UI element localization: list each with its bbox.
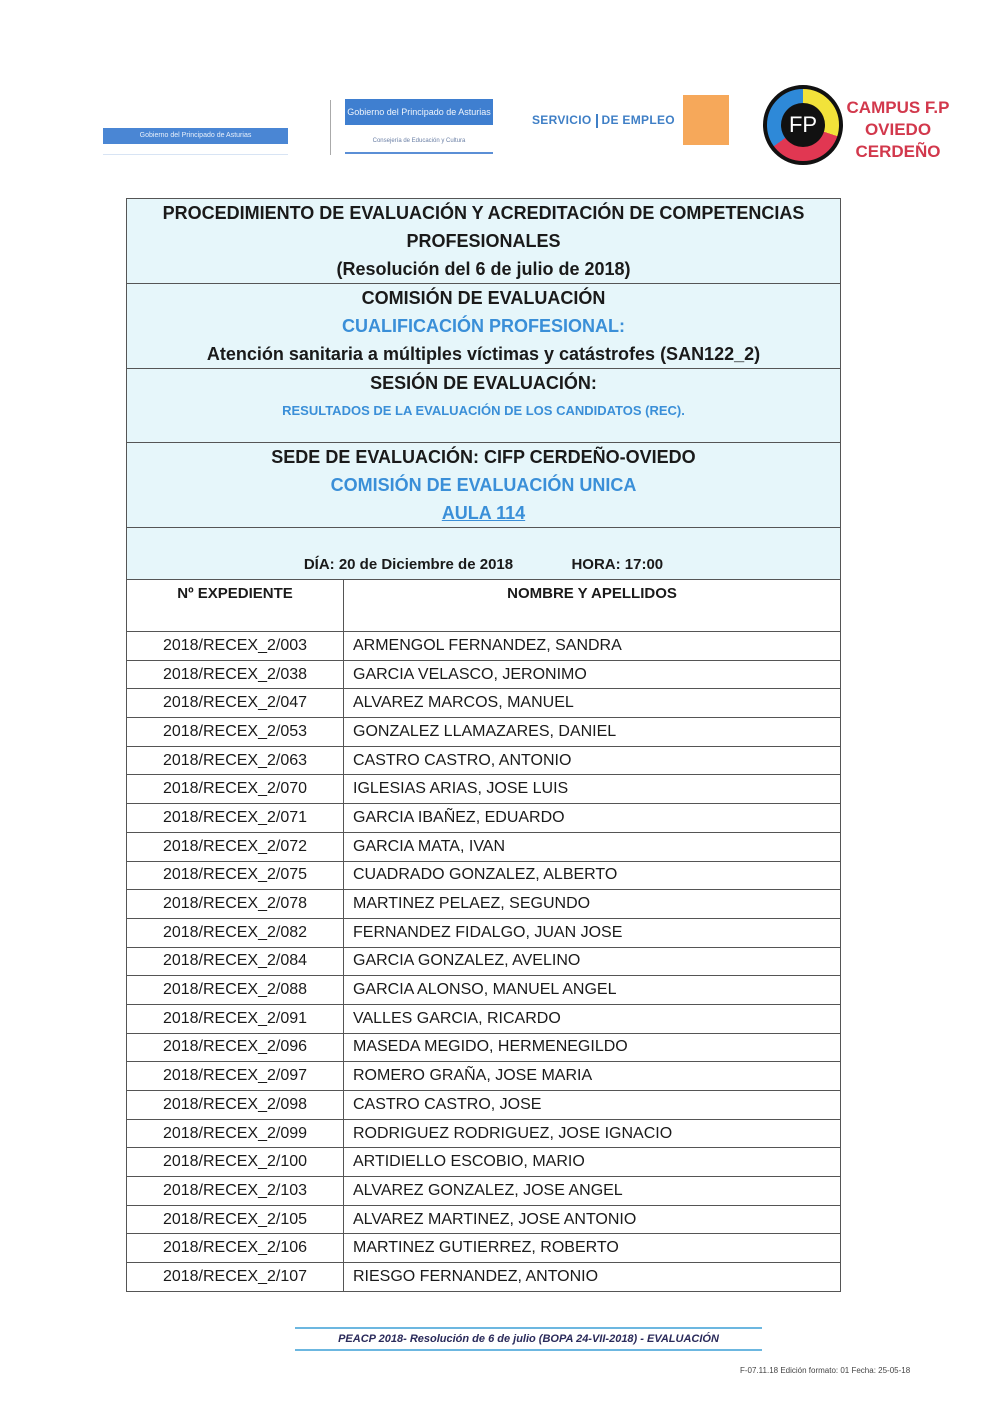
logo-underline [103,146,288,155]
table-row [127,861,841,890]
name-cell: ALVAREZ MARCOS, MANUEL [344,689,841,718]
fp-text: FP [781,103,825,147]
expediente-cell: 2018/RECEX_2/071 [127,804,344,833]
title-line-2: PROFESIONALES [406,231,561,251]
expediente-cell: 2018/RECEX_2/088 [127,976,344,1005]
table-row [127,918,841,947]
name-cell: CASTRO CASTRO, ANTONIO [344,746,841,775]
table-row [127,1205,841,1234]
qualification-label: CUALIFICACIÓN PROFESIONAL: [342,316,625,336]
campus-name [843,97,953,163]
crest-icon [330,100,341,155]
name-cell: IGLESIAS ARIAS, JOSE LUIS [344,775,841,804]
name-cell: ROMERO GRAÑA, JOSE MARIA [344,1062,841,1091]
table-row [127,746,841,775]
name-cell: GARCIA MATA, IVAN [344,832,841,861]
session-label: SESIÓN DE EVALUACIÓN: [370,373,597,393]
expediente-cell: 2018/RECEX_2/038 [127,660,344,689]
expediente-cell: 2018/RECEX_2/098 [127,1091,344,1120]
expediente-cell: 2018/RECEX_2/078 [127,890,344,919]
expediente-cell: 2018/RECEX_2/063 [127,746,344,775]
name-cell: VALLES GARCIA, RICARDO [344,1004,841,1033]
time: 17:00 [624,556,664,573]
table-row [127,1263,841,1292]
servicio-empleo-logo [532,113,675,128]
gobierno-asturias-logo: Gobierno del Principado de Asturias [103,128,288,144]
expediente-cell: 2018/RECEX_2/096 [127,1033,344,1062]
expediente-cell: 2018/RECEX_2/091 [127,1004,344,1033]
time-label: HORA: [571,556,621,573]
campus-fp-logo [763,85,843,165]
room-link[interactable]: AULA 114 [441,503,526,523]
name-cell: RODRIGUEZ RODRIGUEZ, JOSE IGNACIO [344,1119,841,1148]
campus-line: CERDEÑO [855,142,941,161]
column-header-nombre: NOMBRE Y APELLIDOS [344,580,841,632]
session-block [127,369,841,443]
table-row [127,632,841,661]
name-cell: ARMENGOL FERNANDEZ, SANDRA [344,632,841,661]
name-cell: MASEDA MEGIDO, HERMENEGILDO [344,1033,841,1062]
name-cell: GARCIA VELASCO, JERONIMO [344,660,841,689]
venue-block [127,443,841,528]
session: RESULTADOS DE LA EVALUACIÓN DE LOS CANDIDATOS (REC). [282,403,685,418]
servicio-text: SERVICIO [532,113,592,127]
table-row [127,976,841,1005]
name-cell: ARTIDIELLO ESCOBIO, MARIO [344,1148,841,1177]
expediente-cell: 2018/RECEX_2/097 [127,1062,344,1091]
table-row [127,660,841,689]
table-row [127,1091,841,1120]
expediente-cell: 2018/RECEX_2/100 [127,1148,344,1177]
name-cell: GARCIA GONZALEZ, AVELINO [344,947,841,976]
commission-unique: COMISIÓN DE EVALUACIÓN UNICA [330,475,637,495]
expediente-cell: 2018/RECEX_2/053 [127,718,344,747]
table-row [127,1062,841,1091]
expediente-cell: 2018/RECEX_2/099 [127,1119,344,1148]
table-row [127,1004,841,1033]
date-block [127,528,841,580]
footer-reference: PEACP 2018- Resolución de 6 de julio (BOPA 24-VII-2018) - EVALUACIÓN [295,1327,762,1351]
name-cell: CUADRADO GONZALEZ, ALBERTO [344,861,841,890]
table-row [127,1148,841,1177]
table-row [127,947,841,976]
name-cell: MARTINEZ PELAEZ, SEGUNDO [344,890,841,919]
expediente-cell: 2018/RECEX_2/082 [127,918,344,947]
table-row [127,1033,841,1062]
table-row [127,1177,841,1206]
expediente-cell: 2018/RECEX_2/047 [127,689,344,718]
name-cell: RIESGO FERNANDEZ, ANTONIO [344,1263,841,1292]
expediente-cell: 2018/RECEX_2/103 [127,1177,344,1206]
expediente-cell: 2018/RECEX_2/107 [127,1263,344,1292]
expediente-cell: 2018/RECEX_2/106 [127,1234,344,1263]
name-cell: MARTINEZ GUTIERREZ, ROBERTO [344,1234,841,1263]
campus-line: OVIEDO [864,120,932,139]
expediente-cell: 2018/RECEX_2/105 [127,1205,344,1234]
empleo-icon [683,95,729,145]
expediente-cell: 2018/RECEX_2/075 [127,861,344,890]
table-row [127,1234,841,1263]
consejeria-label: Consejería de Educación y Cultura [345,130,493,154]
resolution: (Resolución del 6 de julio de 2018) [336,259,631,279]
name-cell: GARCIA IBAÑEZ, EDUARDO [344,804,841,833]
table-row [127,804,841,833]
commission-title: COMISIÓN DE EVALUACIÓN [361,288,606,308]
name-cell: CASTRO CASTRO, JOSE [344,1091,841,1120]
name-cell: GONZALEZ LLAMAZARES, DANIEL [344,718,841,747]
procedure-title [127,199,841,284]
table-row [127,718,841,747]
venue: SEDE DE EVALUACIÓN: CIFP CERDEÑO-OVIEDO [271,447,696,467]
table-row [127,832,841,861]
title-line-1: PROCEDIMIENTO DE EVALUACIÓN Y ACREDITACIÓN DE COMPETENCIAS [162,203,805,223]
table-row [127,689,841,718]
name-cell: ALVAREZ GONZALEZ, JOSE ANGEL [344,1177,841,1206]
form-code: F-07.11.18 Edición formato: 01 Fecha: 25-05-18 [740,1366,911,1375]
table-row [127,775,841,804]
divider [596,114,598,128]
commission-block [127,284,841,369]
table-row [127,890,841,919]
expediente-cell: 2018/RECEX_2/003 [127,632,344,661]
day-label: DÍA: [303,556,335,573]
name-cell: FERNANDEZ FIDALGO, JUAN JOSE [344,918,841,947]
name-cell: ALVAREZ MARTINEZ, JOSE ANTONIO [344,1205,841,1234]
expediente-cell: 2018/RECEX_2/070 [127,775,344,804]
column-header-expediente: Nº EXPEDIENTE [127,580,344,632]
qualification: Atención sanitaria a múltiples víctimas y catástrofes (SAN122_2) [206,344,761,364]
expediente-cell: 2018/RECEX_2/072 [127,832,344,861]
name-cell: GARCIA ALONSO, MANUEL ANGEL [344,976,841,1005]
gobierno-educacion-logo: Gobierno del Principado de Asturias [345,99,493,125]
day: 20 de Diciembre de 2018 [338,556,514,573]
expediente-cell: 2018/RECEX_2/084 [127,947,344,976]
table-row [127,1119,841,1148]
empleo-text: DE EMPLEO [601,113,675,127]
candidates-table [126,198,841,1292]
campus-line: CAMPUS F.P [846,98,950,117]
